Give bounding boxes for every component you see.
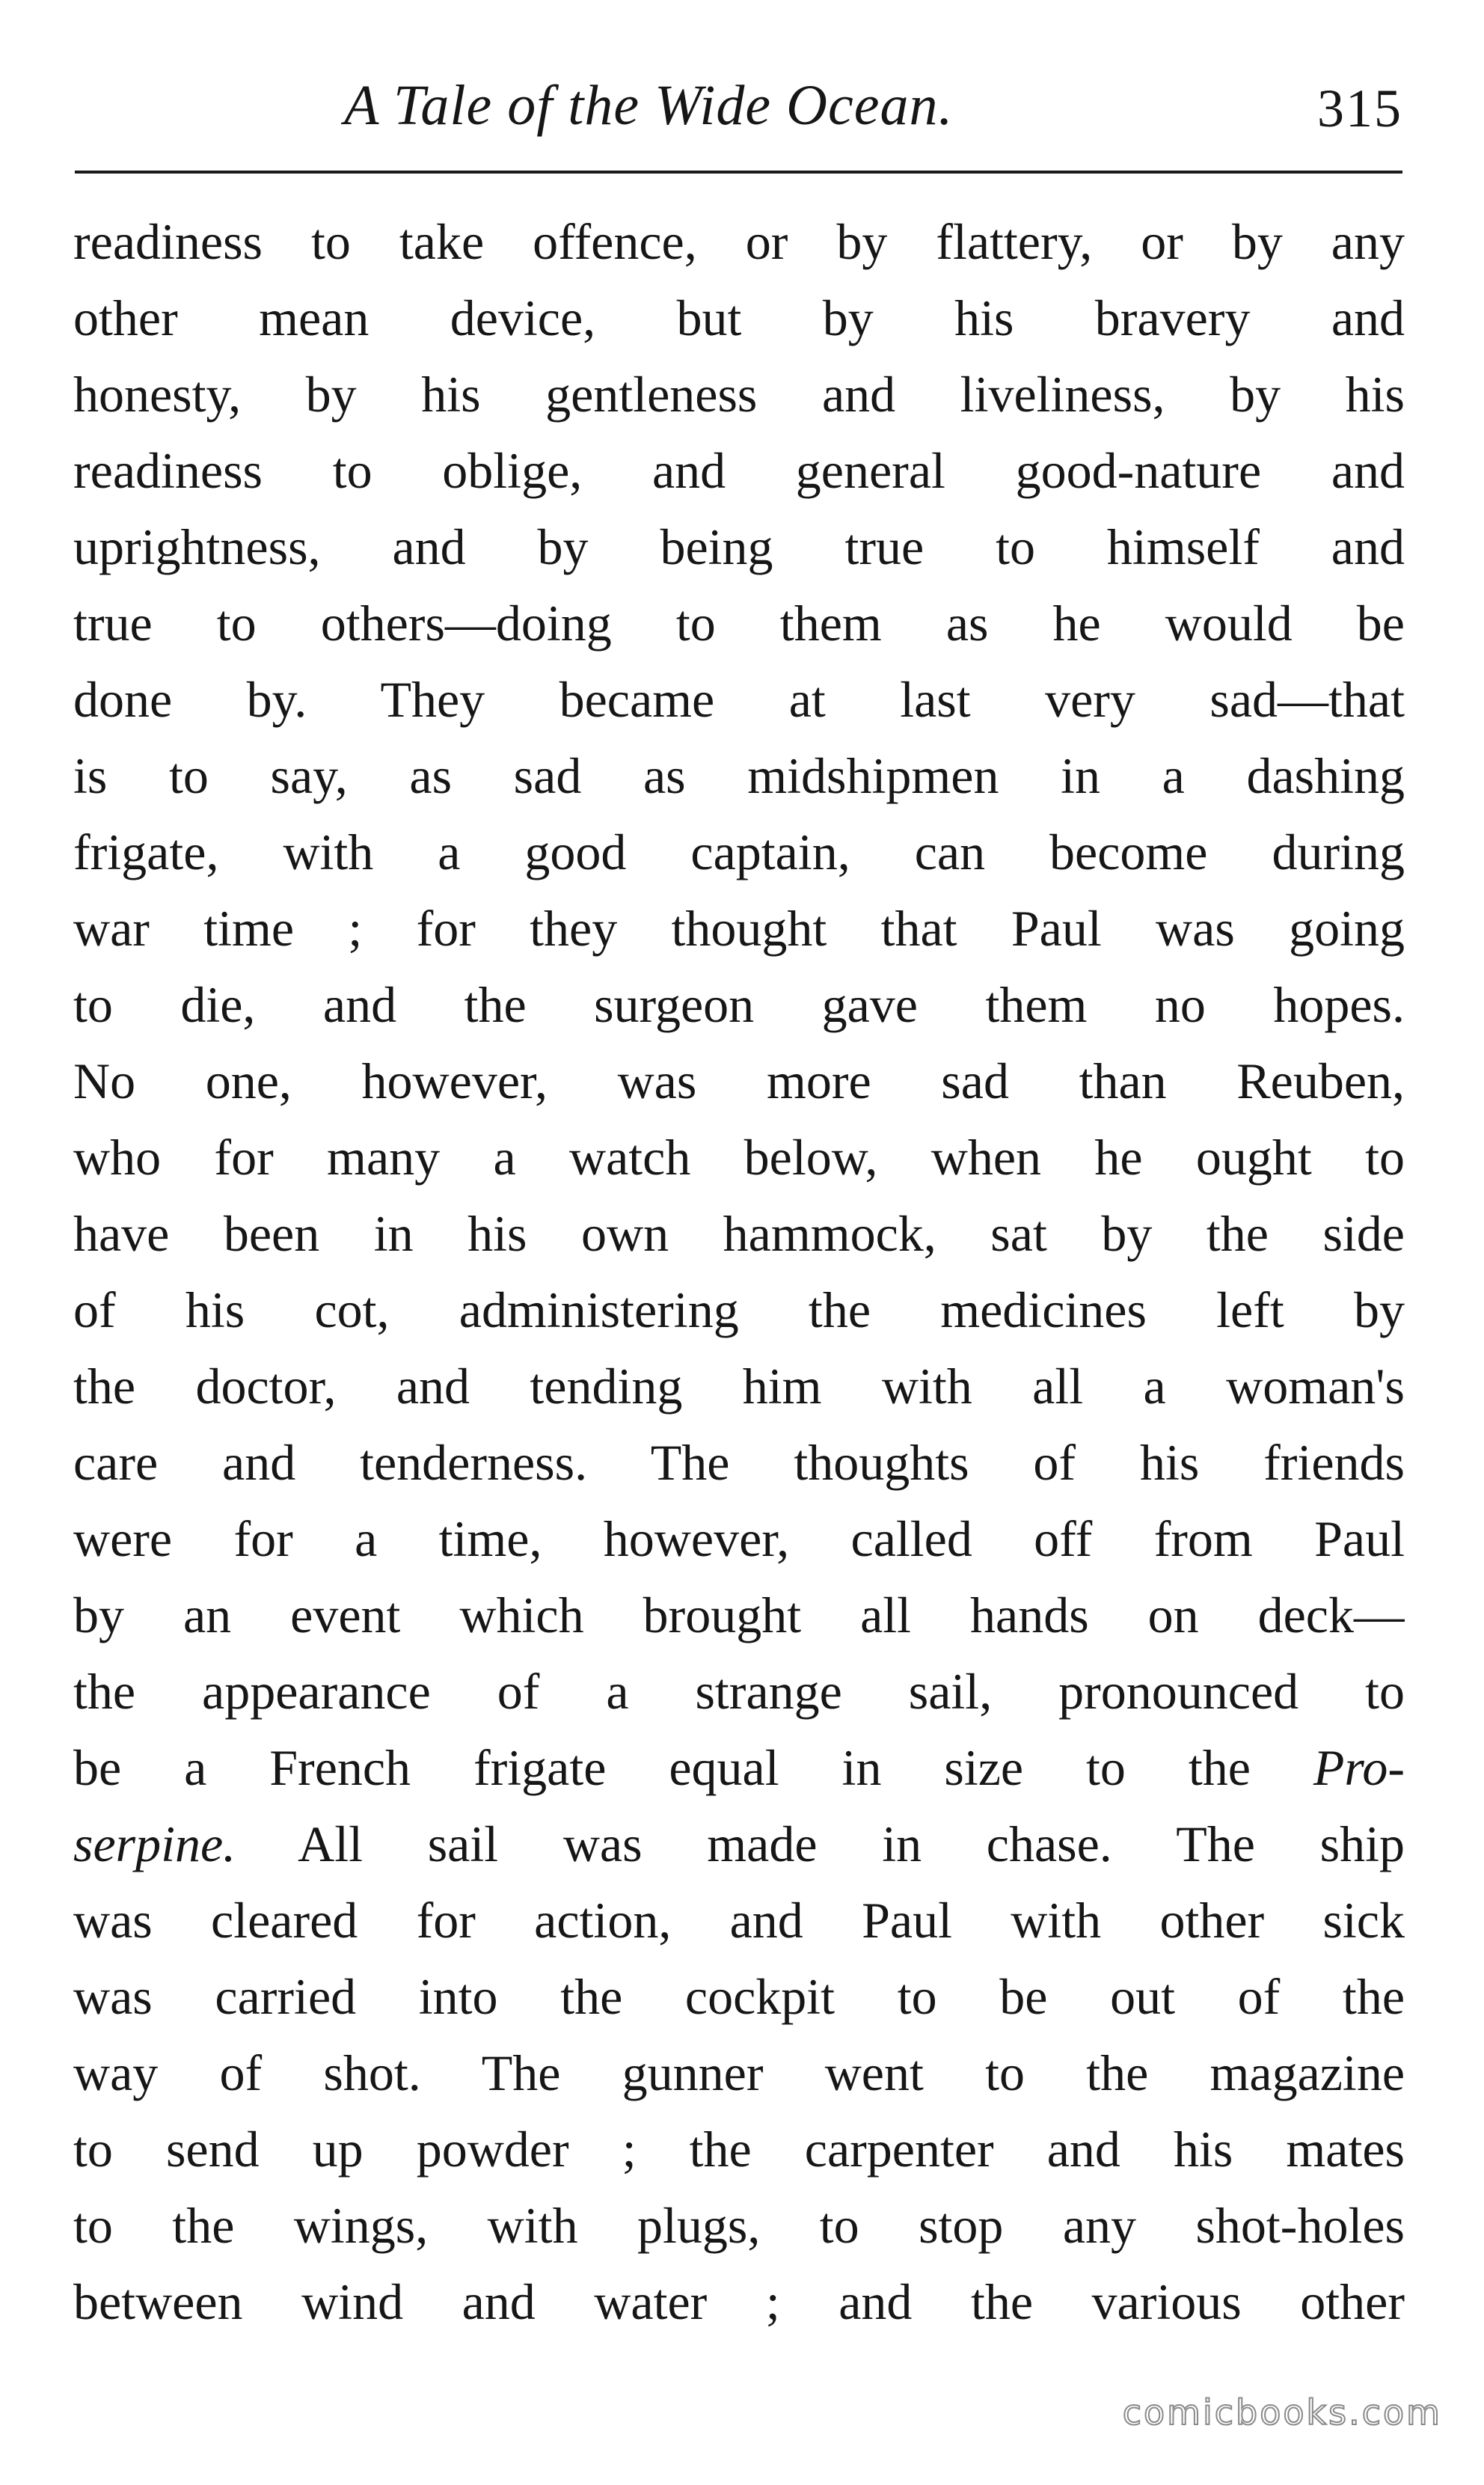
text-line: way of shot. The gunner went to the magazine (73, 2044, 1405, 2101)
text-line: the doctor, and tending him with all a woman's (73, 1358, 1405, 1415)
text-line: readiness to take offence, or by flattery, or by any (73, 213, 1405, 270)
text-line: frigate, with a good captain, can become during (73, 824, 1405, 880)
header-rule (75, 171, 1402, 174)
text-line: was cleared for action, and Paul with other sick (73, 1892, 1405, 1949)
text-line: who for many a watch below, when he ought to (73, 1129, 1405, 1186)
text-line: done by. They became at last very sad—that (73, 671, 1405, 728)
text-line: readiness to oblige, and general good-nature and (73, 442, 1405, 499)
text-line: is to say, as sad as midshipmen in a dashing (73, 747, 1405, 804)
text-line: No one, however, was more sad than Reuben, (73, 1052, 1405, 1109)
text-line: to die, and the surgeon gave them no hopes. (73, 976, 1405, 1033)
text-line: the appearance of a strange sail, pronounced to (73, 1663, 1405, 1720)
text-line: war time ; for they thought that Paul was going (73, 900, 1405, 957)
watermark: comicbooks.com (1122, 2392, 1442, 2433)
text-segment: All sail was made in chase. The ship (298, 1816, 1405, 1872)
text-line: to the wings, with plugs, to stop any shot-holes (73, 2197, 1405, 2254)
text-line-with-italic (73, 1806, 1405, 1882)
running-title: A Tale of the Wide Ocean. (344, 74, 954, 137)
text-segment: be a French frigate equal in size to the (73, 1739, 1251, 1796)
italic-ship-name: serpine. (73, 1816, 236, 1872)
text-line: to send up powder ; the carpenter and his mates (73, 2121, 1405, 2178)
text-line: were for a time, however, called off from Paul (73, 1510, 1405, 1567)
running-head (75, 73, 1402, 141)
text-line: care and tenderness. The thoughts of his friends (73, 1434, 1405, 1491)
text-line: by an event which brought all hands on deck— (73, 1587, 1405, 1643)
text-line: of his cot, administering the medicines left by (73, 1281, 1405, 1338)
text-line-with-italic (73, 1729, 1405, 1806)
italic-ship-name: Pro- (1313, 1739, 1405, 1796)
text-line: have been in his own hammock, sat by the side (73, 1205, 1405, 1262)
text-line: other mean device, but by his bravery and (73, 289, 1405, 346)
body-text (73, 203, 1405, 2340)
text-line: honesty, by his gentleness and liveliness, by his (73, 366, 1405, 423)
page-number: 315 (1317, 79, 1402, 138)
text-line: true to others—doing to them as he would be (73, 595, 1405, 652)
text-line: between wind and water ; and the various other (73, 2273, 1405, 2330)
text-line: was carried into the cockpit to be out of the (73, 1968, 1405, 2025)
text-line: uprightness, and by being true to himself and (73, 518, 1405, 575)
